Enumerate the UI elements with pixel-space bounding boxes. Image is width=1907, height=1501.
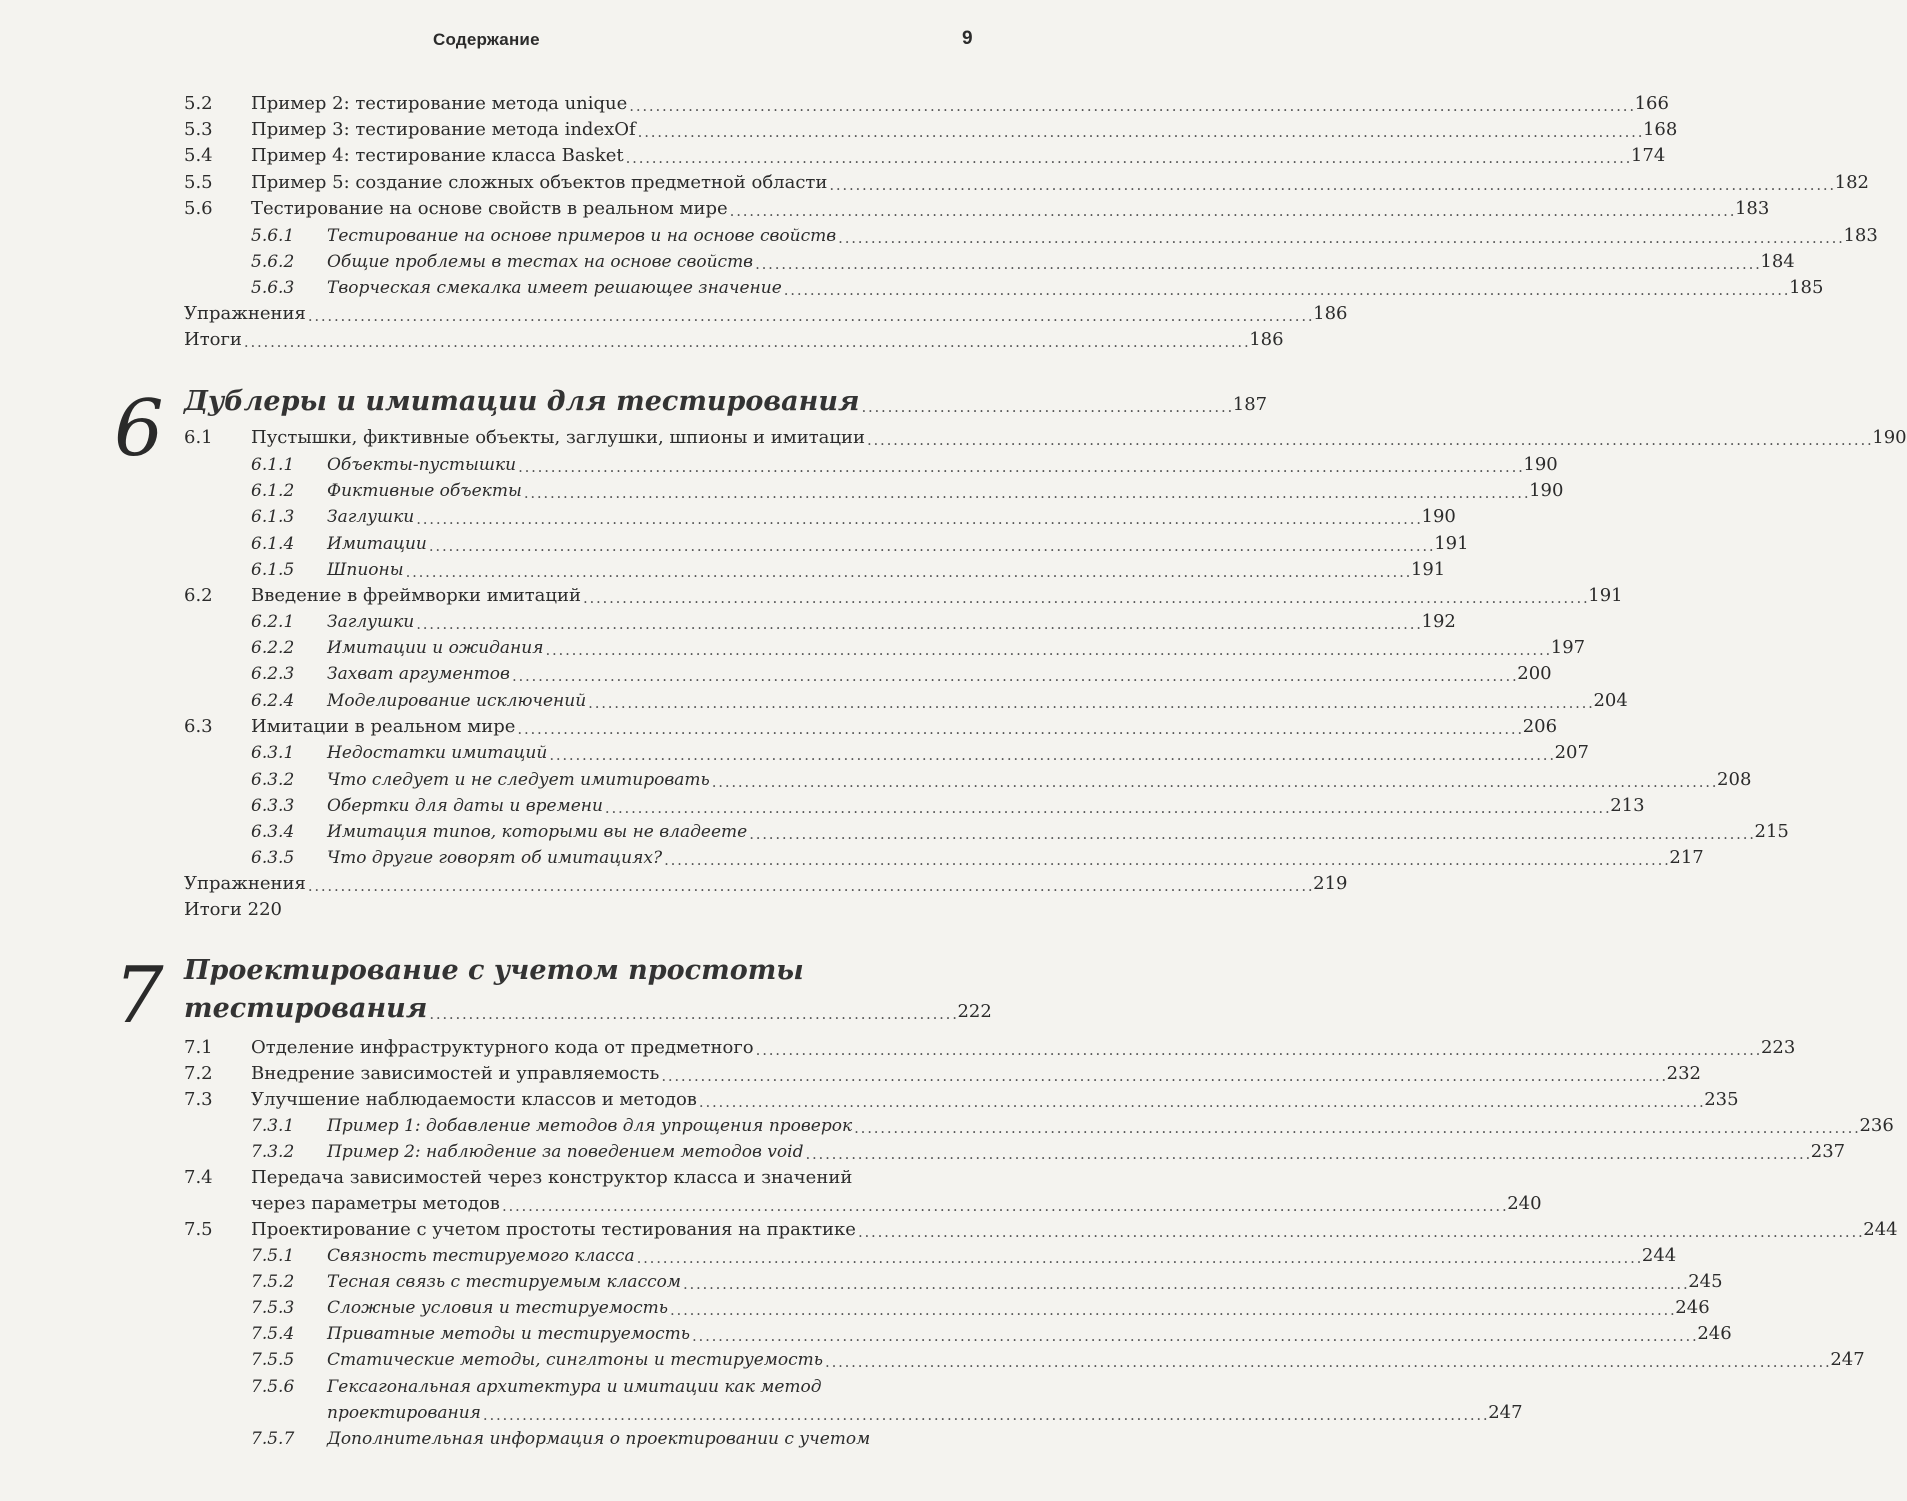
entry-title: Творческая смекалка имеет решающее значение — [327, 278, 782, 298]
chapter-page: 222 — [957, 1001, 992, 1022]
entry-number: 6.3.3 — [251, 796, 295, 816]
entry-title: Отделение инфраструктурного кода от предметного — [251, 1037, 754, 1058]
entry-title: Пример 3: тестирование метода indexOf — [251, 119, 636, 140]
entry-title: Общие проблемы в тестах на основе свойств — [327, 252, 754, 272]
toc-entry[interactable] — [251, 557, 1446, 583]
entry-number: 7.1 — [184, 1037, 213, 1058]
toc-entry[interactable] — [251, 1321, 1732, 1347]
entry-number: 7.3.1 — [251, 1116, 295, 1136]
entry-number: 6.3.2 — [251, 770, 295, 790]
entry-page: 191 — [1434, 533, 1469, 554]
toc-entry[interactable] — [251, 452, 1558, 478]
entry-title: Имитации и ожидания — [327, 638, 544, 658]
toc-entry[interactable] — [184, 897, 974, 923]
entry-page: 204 — [1593, 690, 1628, 711]
dot-leader — [784, 277, 1787, 295]
entry-number: 6.1.3 — [251, 507, 295, 527]
toc-entry[interactable] — [251, 845, 1704, 871]
entry-page: 245 — [1688, 1271, 1723, 1292]
dot-leader — [825, 1349, 1828, 1367]
entry-page: 174 — [1630, 145, 1666, 166]
entry-number: 5.6.2 — [251, 252, 295, 272]
entry-page: 247 — [1830, 1349, 1865, 1370]
entry-title-line2: проектирования — [327, 1403, 481, 1423]
toc-entry[interactable] — [251, 1426, 974, 1452]
toc-entry[interactable] — [251, 661, 1552, 687]
entry-page: 206 — [1522, 716, 1558, 737]
entry-title: Пустышки, фиктивные объекты, заглушки, шпионы и имитации — [251, 427, 865, 448]
entry-title: Фиктивные объекты — [327, 481, 522, 501]
dot-leader — [416, 611, 1419, 629]
dot-leader — [416, 506, 1419, 524]
entry-number: 6.1.2 — [251, 481, 295, 501]
dot-leader — [517, 716, 1520, 734]
toc-entry[interactable] — [251, 1113, 1894, 1139]
entry-page: 208 — [1717, 769, 1752, 790]
entry-title: Пример 5: создание сложных объектов предметной области — [251, 172, 828, 193]
toc-entry[interactable] — [251, 275, 1824, 301]
dot-leader — [605, 795, 1608, 813]
entry-number: 6.2.4 — [251, 691, 295, 711]
dot-leader — [429, 533, 1432, 551]
toc-entry[interactable] — [251, 688, 1628, 714]
entry-number: 7.4 — [184, 1167, 213, 1188]
entry-number: 7.5.6 — [251, 1377, 295, 1397]
entry-number: 6.1.5 — [251, 560, 295, 580]
entry-page: 207 — [1554, 742, 1589, 763]
entry-number: 7.3.2 — [251, 1142, 295, 1162]
entry-page: 184 — [1760, 251, 1795, 272]
toc-entry[interactable] — [251, 504, 1456, 530]
entry-number: 5.4 — [184, 145, 213, 166]
entry-number: 7.5.7 — [251, 1429, 295, 1449]
entry-page: 191 — [1410, 559, 1446, 580]
entry-title: Внедрение зависимостей и управляемость — [251, 1063, 660, 1084]
toc-entry[interactable] — [251, 478, 1564, 504]
entry-number: 6.2.3 — [251, 664, 295, 684]
toc-entry[interactable] — [184, 327, 1284, 353]
toc-entry[interactable] — [251, 249, 1795, 275]
dot-leader — [502, 1193, 1505, 1211]
chapter-page: 187 — [1232, 394, 1268, 415]
entry-page: 192 — [1421, 611, 1456, 632]
dot-leader — [637, 1245, 1640, 1263]
dot-leader — [829, 172, 1832, 190]
dot-leader — [545, 637, 1548, 655]
dot-leader — [749, 821, 1752, 839]
toc-entry-continuation[interactable] — [184, 1191, 1542, 1217]
entry-page: 236 — [1859, 1115, 1894, 1136]
toc-entry[interactable] — [184, 714, 1558, 740]
toc-entry[interactable] — [251, 1347, 1865, 1373]
dot-leader — [692, 1323, 1695, 1341]
entry-page: 235 — [1704, 1089, 1739, 1110]
toc-entry[interactable] — [184, 1165, 974, 1191]
entry-page: 183 — [1843, 225, 1878, 246]
entry-number: 7.5.4 — [251, 1324, 295, 1344]
entry-title: Улучшение наблюдаемости классов и методов — [251, 1089, 697, 1110]
toc-entry[interactable] — [251, 793, 1645, 819]
entry-title: Имитации в реальном мире — [251, 716, 516, 737]
entry-title: Итоги — [184, 329, 242, 350]
entry-page: 246 — [1697, 1323, 1732, 1344]
dot-leader — [588, 690, 1591, 708]
entry-number: 6.3.4 — [251, 822, 295, 842]
entry-title: Статические методы, синглтоны и тестируемость — [327, 1350, 824, 1370]
entry-number: 5.2 — [184, 93, 213, 114]
entry-title: Имитация типов, которыми вы не владеете — [327, 822, 748, 842]
toc-entry[interactable] — [251, 609, 1456, 635]
dot-leader — [524, 480, 1527, 498]
dot-leader: . . . . . . . . . . . . . . . . . . . . . . . . . . . . . . . . . . . . . . . . . . . . . . . . . . . . . . . . . . . . . . . . . . . . . . . . . . . . . . . . . — [429, 1005, 956, 1023]
entry-number: 5.6.1 — [251, 226, 295, 246]
entry-title-line1: Гексагональная архитектура и имитации как метод — [327, 1377, 822, 1397]
toc-entry[interactable] — [251, 1269, 1723, 1295]
dot-leader — [518, 454, 1521, 472]
toc-entry[interactable] — [251, 1374, 974, 1400]
dot-leader — [756, 1037, 1759, 1055]
entry-title: Пример 1: добавление методов для упрощения проверок — [327, 1116, 853, 1136]
entry-page: 217 — [1669, 847, 1704, 868]
entry-number: 7.5.2 — [251, 1272, 295, 1292]
toc-entry[interactable] — [184, 1035, 1796, 1061]
toc-entry[interactable] — [184, 301, 1348, 327]
entry-page: 186 — [1313, 303, 1348, 324]
entry-page: 215 — [1754, 821, 1789, 842]
entry-number: 5.3 — [184, 119, 213, 140]
toc-entry[interactable] — [251, 531, 1469, 557]
entry-title: Недостатки имитаций — [327, 743, 548, 763]
toc-entry[interactable] — [251, 740, 1589, 766]
entry-number: 5.6 — [184, 198, 213, 219]
entry-title: Пример 2: тестирование метода unique — [251, 93, 628, 114]
entry-title: Введение в фреймворки имитаций — [251, 585, 581, 606]
toc-entry[interactable] — [184, 117, 1678, 143]
entry-page: 168 — [1642, 119, 1678, 140]
dot-leader — [308, 873, 1311, 891]
dot-leader — [308, 303, 1311, 321]
entry-title-line1: Передача зависимостей через конструктор класса и значений — [251, 1167, 853, 1188]
entry-page: 240 — [1507, 1193, 1542, 1214]
toc-entry[interactable] — [184, 1061, 1701, 1087]
entry-title: Тестирование на основе примеров и на основе свойств — [327, 226, 837, 246]
entry-title: Пример 4: тестирование класса Basket — [251, 145, 624, 166]
dot-leader — [661, 1063, 1664, 1081]
dot-leader — [244, 329, 1247, 347]
entry-number: 6.2 — [184, 585, 213, 606]
dot-leader — [712, 769, 1715, 787]
dot-leader — [699, 1089, 1702, 1107]
chapter-heading[interactable] — [184, 386, 1268, 417]
entry-number: 7.5.3 — [251, 1298, 295, 1318]
entry-number: 6.1.1 — [251, 455, 295, 475]
toc-entry[interactable] — [184, 143, 1666, 169]
dot-leader — [867, 427, 1870, 445]
entry-title: Пример 2: наблюдение за поведением методов void — [327, 1142, 804, 1162]
entry-title: Что следует и не следует имитировать — [327, 770, 710, 790]
dot-leader — [512, 663, 1515, 681]
entry-number: 7.5.5 — [251, 1350, 295, 1370]
entry-page: 186 — [1249, 329, 1284, 350]
toc-entry[interactable] — [251, 223, 1878, 249]
entry-number: 6.2.2 — [251, 638, 295, 658]
entry-number: 7.3 — [184, 1089, 213, 1110]
entry-title: Упражнения — [184, 873, 306, 894]
entry-page: 183 — [1734, 198, 1770, 219]
entry-number: 6.1.4 — [251, 534, 295, 554]
entry-title: Моделирование исключений — [327, 691, 587, 711]
entry-title: Сложные условия и тестируемость — [327, 1298, 668, 1318]
dot-leader — [406, 559, 1409, 577]
dot-leader — [755, 251, 1758, 269]
entry-title: Итоги 220 — [184, 899, 282, 920]
entry-page: 190 — [1421, 506, 1456, 527]
entry-page: 182 — [1834, 172, 1870, 193]
toc-entry[interactable] — [184, 871, 1348, 897]
toc-entry[interactable] — [184, 170, 1870, 196]
entry-page: 219 — [1313, 873, 1348, 894]
entry-number: 6.3.1 — [251, 743, 295, 763]
dot-leader — [683, 1271, 1686, 1289]
entry-page: 185 — [1789, 277, 1824, 298]
entry-title: Связность тестируемого класса — [327, 1246, 635, 1266]
entry-title: Тесная связь с тестируемым классом — [327, 1272, 681, 1292]
entry-page: 166 — [1634, 93, 1669, 114]
entry-page: 197 — [1550, 637, 1586, 658]
entry-title: Проектирование с учетом простоты тестирования на практике — [251, 1219, 856, 1240]
dot-leader — [483, 1402, 1486, 1420]
toc-entry[interactable] — [184, 91, 1669, 117]
dot-leader — [805, 1141, 1808, 1159]
page-header — [0, 28, 1000, 58]
entry-page: 191 — [1588, 585, 1623, 606]
entry-page: 213 — [1610, 795, 1645, 816]
dot-leader — [854, 1115, 1857, 1133]
toc-entry[interactable] — [184, 1217, 1898, 1243]
entry-title: Шпионы — [327, 560, 404, 580]
entry-title: Заглушки — [327, 507, 415, 527]
entry-title: Приватные методы и тестируемость — [327, 1324, 691, 1344]
dot-leader — [730, 198, 1733, 216]
chapter-title: Дублеры и имитации для тестирования — [184, 386, 860, 417]
entry-number: 5.6.3 — [251, 278, 295, 298]
dot-leader — [626, 145, 1629, 163]
entry-page: 246 — [1675, 1297, 1710, 1318]
toc-entry[interactable] — [184, 196, 1770, 222]
entry-title: Упражнения — [184, 303, 306, 324]
entry-title: Объекты-пустышки — [327, 455, 517, 475]
entry-number: 5.5 — [184, 172, 213, 193]
entry-number: 7.5 — [184, 1219, 213, 1240]
entry-number: 6.3 — [184, 716, 213, 737]
dot-leader — [583, 585, 1586, 603]
entry-page: 190 — [1523, 454, 1558, 475]
entry-page: 200 — [1517, 663, 1552, 684]
toc-entry[interactable] — [251, 1139, 1846, 1165]
chapter-number: 7 — [114, 951, 164, 1041]
toc-entry[interactable] — [251, 819, 1789, 845]
entry-title-line2: через параметры методов — [251, 1193, 500, 1214]
toc-entry-continuation[interactable] — [251, 1400, 1523, 1426]
entry-number: 6.3.5 — [251, 848, 295, 868]
entry-page: 237 — [1810, 1141, 1846, 1162]
dot-leader — [670, 1297, 1673, 1315]
entry-page: 244 — [1641, 1245, 1677, 1266]
entry-title: Заглушки — [327, 612, 415, 632]
dot-leader — [858, 1219, 1861, 1237]
toc-entry[interactable] — [184, 583, 1623, 609]
chapter-heading[interactable] — [184, 993, 992, 1024]
dot-leader — [549, 742, 1552, 760]
entry-title: Что другие говорят об имитациях? — [327, 848, 663, 868]
toc-entry[interactable] — [184, 425, 1907, 451]
toc-entry[interactable] — [251, 1295, 1710, 1321]
entry-page: 244 — [1863, 1219, 1898, 1240]
dot-leader — [638, 119, 1641, 137]
toc-entry[interactable] — [251, 635, 1586, 661]
entry-page: 190 — [1529, 480, 1564, 501]
chapter-title-line2: тестирования — [184, 993, 428, 1024]
toc-entry[interactable] — [251, 1243, 1677, 1269]
entry-page: 232 — [1666, 1063, 1701, 1084]
toc-entry[interactable] — [251, 767, 1752, 793]
entry-page: 247 — [1488, 1402, 1523, 1423]
entry-title: Захват аргументов — [327, 664, 510, 684]
entry-title: Дополнительная информация о проектировании с учетом — [327, 1429, 871, 1449]
entry-number: 7.2 — [184, 1063, 213, 1084]
entry-page: 223 — [1760, 1037, 1796, 1058]
entry-title: Тестирование на основе свойств в реальном мире — [251, 198, 728, 219]
entry-title: Обертки для даты и времени — [327, 796, 603, 816]
page-number: 9 — [962, 28, 973, 49]
dot-leader — [838, 225, 1841, 243]
dot-leader — [664, 847, 1667, 865]
entry-number: 6.1 — [184, 427, 213, 448]
dot-leader: . . . . . . . . . . . . . . . . . . . . . . . . . . . . . . . . . . . . . . . . . . . . . . . . . . . . . . . . . — [861, 398, 1231, 416]
chapter-number: 6 — [114, 384, 164, 474]
dot-leader — [629, 93, 1632, 111]
running-title: Содержание — [433, 30, 540, 49]
entry-title: Имитации — [327, 534, 427, 554]
toc-entry[interactable] — [184, 1087, 1739, 1113]
entry-page: 190 — [1872, 427, 1907, 448]
entry-number: 7.5.1 — [251, 1246, 295, 1266]
chapter-title-line1: Проектирование с учетом простоты — [184, 955, 804, 986]
entry-number: 6.2.1 — [251, 612, 295, 632]
